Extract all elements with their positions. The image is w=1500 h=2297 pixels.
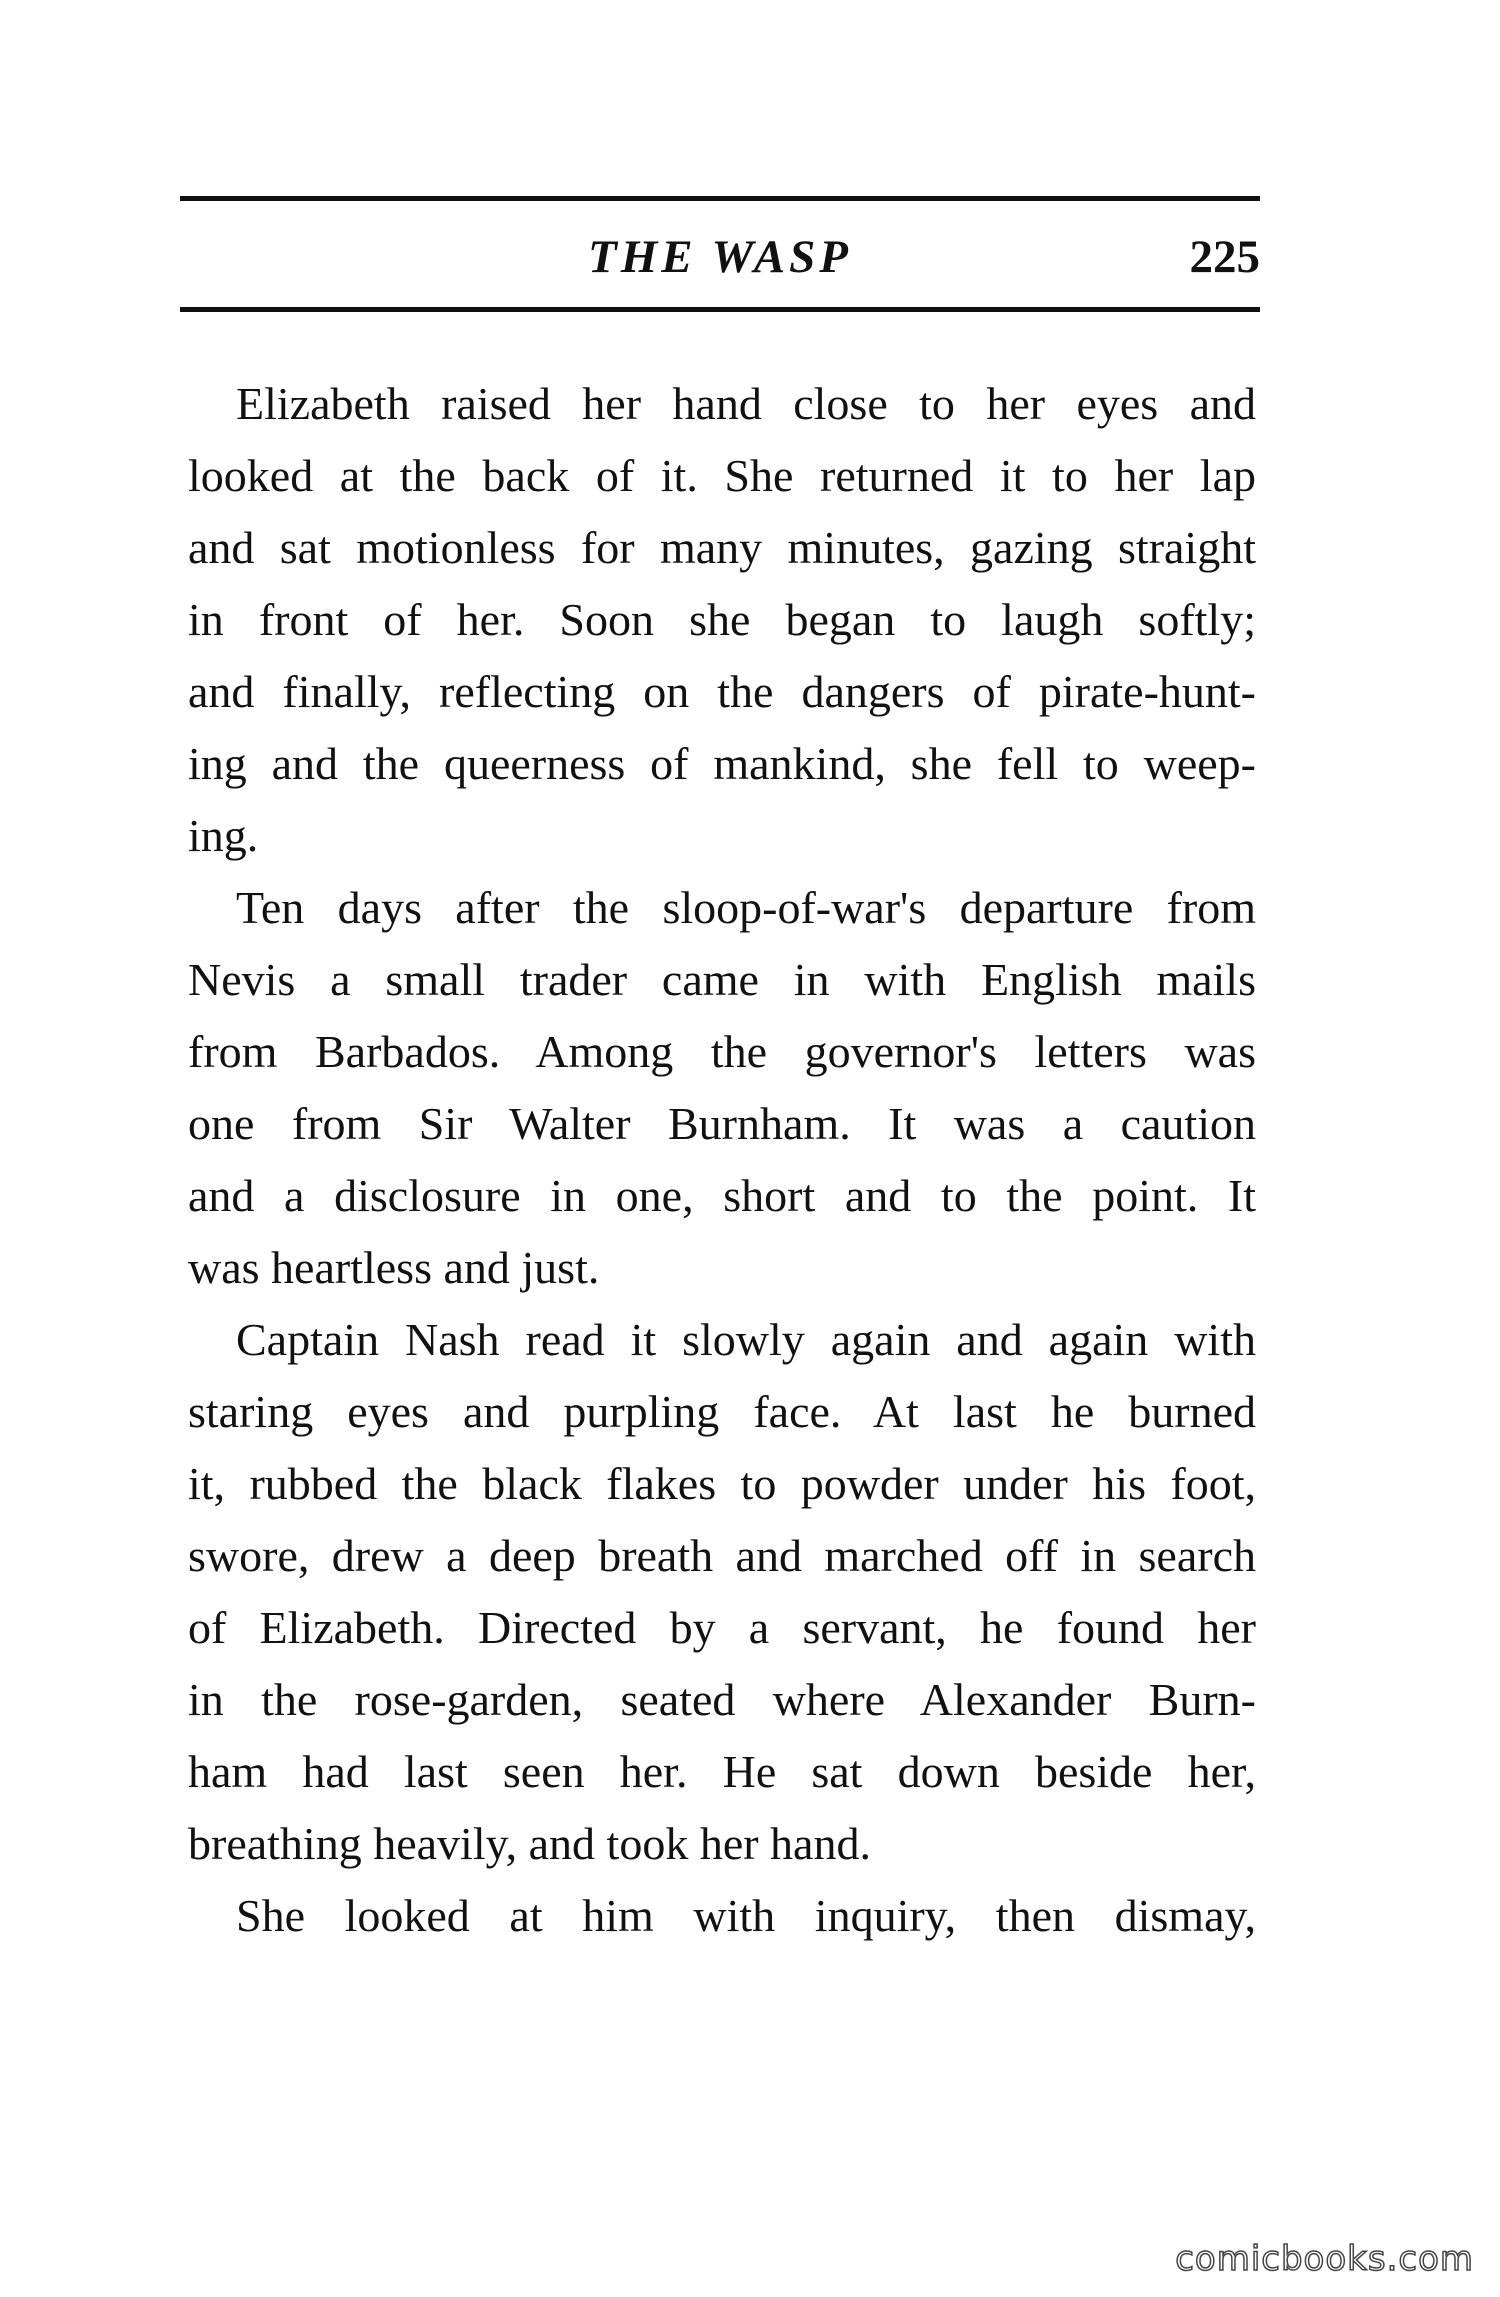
text-line: it, rubbed the black flakes to powder under his foot, xyxy=(188,1458,1256,1509)
running-title: THE WASP xyxy=(587,231,853,283)
text-line: and sat motionless for many minutes, gazing straight xyxy=(188,522,1256,573)
header-top-rule xyxy=(180,196,1260,201)
running-head xyxy=(180,222,1260,292)
text-line: Elizabeth raised her hand close to her eyes and xyxy=(236,378,1256,429)
text-line: from Barbados. Among the governor's letters was xyxy=(188,1026,1256,1077)
text-line: and a disclosure in one, short and to the point. It xyxy=(188,1170,1256,1221)
text-line: one from Sir Walter Burnham. It was a caution xyxy=(188,1098,1256,1149)
page-number: 225 xyxy=(1189,231,1260,283)
text-line: ing and the queerness of mankind, she fell to weep- xyxy=(188,738,1256,789)
text-line: in the rose-garden, seated where Alexander Burn- xyxy=(188,1674,1256,1725)
text-line: Captain Nash read it slowly again and again with xyxy=(236,1314,1256,1365)
text-line: Ten days after the sloop-of-war's departure from xyxy=(236,882,1256,933)
text-line: looked at the back of it. She returned it to her lap xyxy=(188,450,1256,501)
text-line: ham had last seen her. He sat down beside her, xyxy=(188,1746,1256,1797)
watermark: comicbooks.com xyxy=(1175,2239,1474,2279)
text-line: She looked at him with inquiry, then dismay, xyxy=(236,1890,1256,1941)
text-line: ing. xyxy=(188,810,259,861)
header-bottom-rule xyxy=(180,307,1260,312)
text-line: Nevis a small trader came in with English mails xyxy=(188,954,1256,1005)
text-line: was heartless and just. xyxy=(188,1242,600,1293)
text-line: in front of her. Soon she began to laugh softly; xyxy=(188,594,1256,645)
body-text xyxy=(188,368,1256,1952)
text-line: of Elizabeth. Directed by a servant, he found her xyxy=(188,1602,1256,1653)
text-line: breathing heavily, and took her hand. xyxy=(188,1818,871,1869)
text-line: swore, drew a deep breath and marched off in search xyxy=(188,1530,1256,1581)
text-line: staring eyes and purpling face. At last he burned xyxy=(188,1386,1256,1437)
text-line: and finally, reflecting on the dangers of pirate-hunt- xyxy=(188,666,1256,717)
